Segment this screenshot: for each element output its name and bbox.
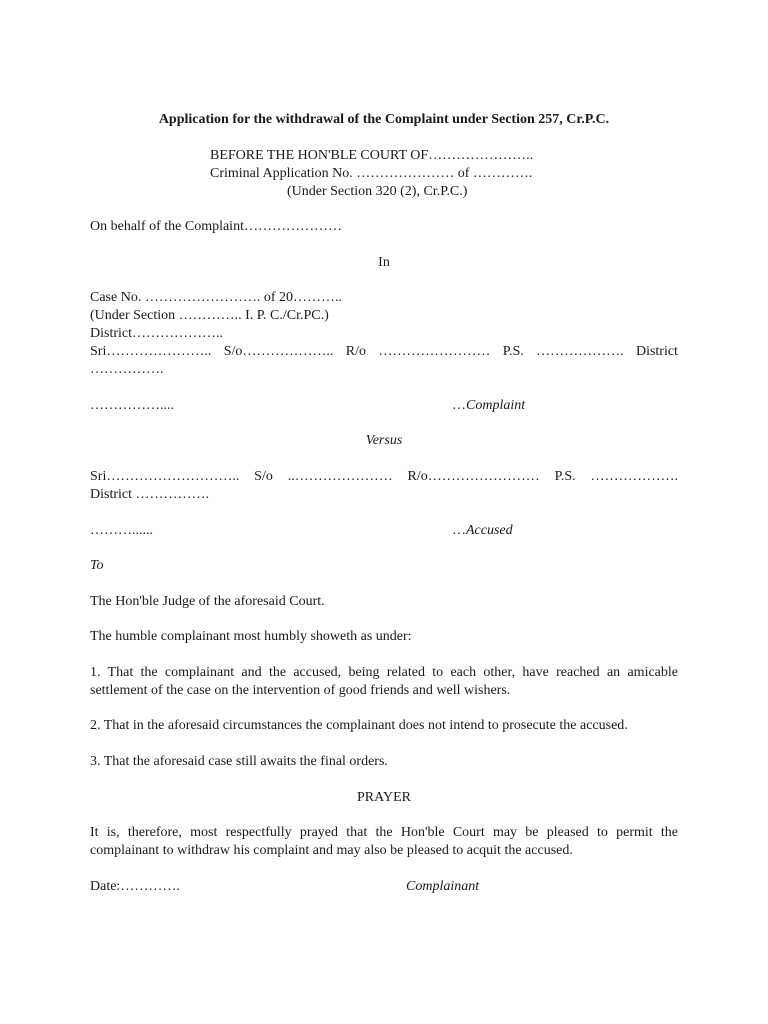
complainant-ps-value: ………………. bbox=[536, 344, 624, 359]
complainant-ro-label: R/o bbox=[345, 344, 366, 359]
date-field: Date:…………. bbox=[90, 879, 180, 894]
accused-sri: Sri……………………….. bbox=[90, 469, 240, 484]
point-2: 2. That in the aforesaid circumstances the complainant does not intend to prosecute the accused. bbox=[90, 718, 628, 733]
accused-district: District ……………. bbox=[90, 487, 209, 502]
accused-label: Accused bbox=[466, 523, 513, 538]
court-name: BEFORE THE HON'BLE COURT OF………………….. bbox=[210, 148, 534, 163]
in-label: In bbox=[378, 255, 390, 270]
document-title: Application for the withdrawal of the Complaint under Section 257, Cr.P.C. bbox=[158, 112, 610, 127]
case-district: District……………….. bbox=[90, 326, 223, 341]
accused-ps-label: P.S. bbox=[554, 469, 576, 484]
accused-label-group bbox=[452, 522, 513, 540]
application-number: Criminal Application No. ………………… of …………. bbox=[210, 166, 533, 181]
accused-ro: R/o…………………… bbox=[407, 469, 540, 484]
accused-label-prefix: … bbox=[452, 523, 466, 538]
prayer-text: It is, therefore, most respectfully prayed that the Hon'ble Court may be pleased to permit the complainant to withdraw his complaint and may also be pleased to acquit the accused. bbox=[90, 825, 678, 858]
complainant-sri: Sri………………….. bbox=[90, 344, 212, 359]
to-label: To bbox=[90, 558, 104, 573]
accused-so-label: S/o bbox=[254, 469, 273, 484]
complaint-label-group bbox=[452, 397, 525, 415]
court-header bbox=[210, 147, 533, 201]
addressee: The Hon'ble Judge of the aforesaid Court. bbox=[90, 594, 325, 609]
point-1: 1. That the complainant and the accused, being related to each other, have reached an amicable settlement of the case on the intervention of good friends and well wishers. bbox=[90, 665, 678, 698]
complainant-ro-value: …………………… bbox=[378, 344, 491, 359]
accused-left-blank: ………...... bbox=[90, 523, 153, 538]
case-number: Case No. ……………………. of 20……….. bbox=[90, 290, 342, 305]
accused-so-value: ..………………… bbox=[287, 469, 393, 484]
intro-text: The humble complainant most humbly showeth as under: bbox=[90, 629, 412, 644]
complainant-details-row bbox=[90, 343, 678, 361]
versus-label: Versus bbox=[365, 433, 403, 448]
on-behalf-line: On behalf of the Complaint………………… bbox=[90, 219, 342, 234]
complainant-signature-label: Complainant bbox=[406, 879, 480, 894]
complaint-label-prefix: … bbox=[452, 398, 466, 413]
complaint-left-blank: …………….... bbox=[90, 398, 174, 413]
complainant-district-value: ……………. bbox=[90, 362, 164, 377]
document-page bbox=[90, 0, 678, 1024]
prayer-heading: PRAYER bbox=[357, 790, 411, 805]
case-section: (Under Section ………….. I. P. C./Cr.PC.) bbox=[90, 308, 329, 323]
accused-ps-value: ………………. bbox=[590, 469, 678, 484]
complaint-label: Complaint bbox=[466, 398, 526, 413]
application-section: (Under Section 320 (2), Cr.P.C.) bbox=[287, 184, 468, 199]
point-3: 3. That the aforesaid case still awaits the final orders. bbox=[90, 754, 388, 769]
complainant-ps-label: P.S. bbox=[502, 344, 524, 359]
complainant-district-label: District bbox=[635, 344, 678, 359]
accused-details-row bbox=[90, 468, 678, 486]
complainant-so: S/o……………….. bbox=[223, 344, 334, 359]
